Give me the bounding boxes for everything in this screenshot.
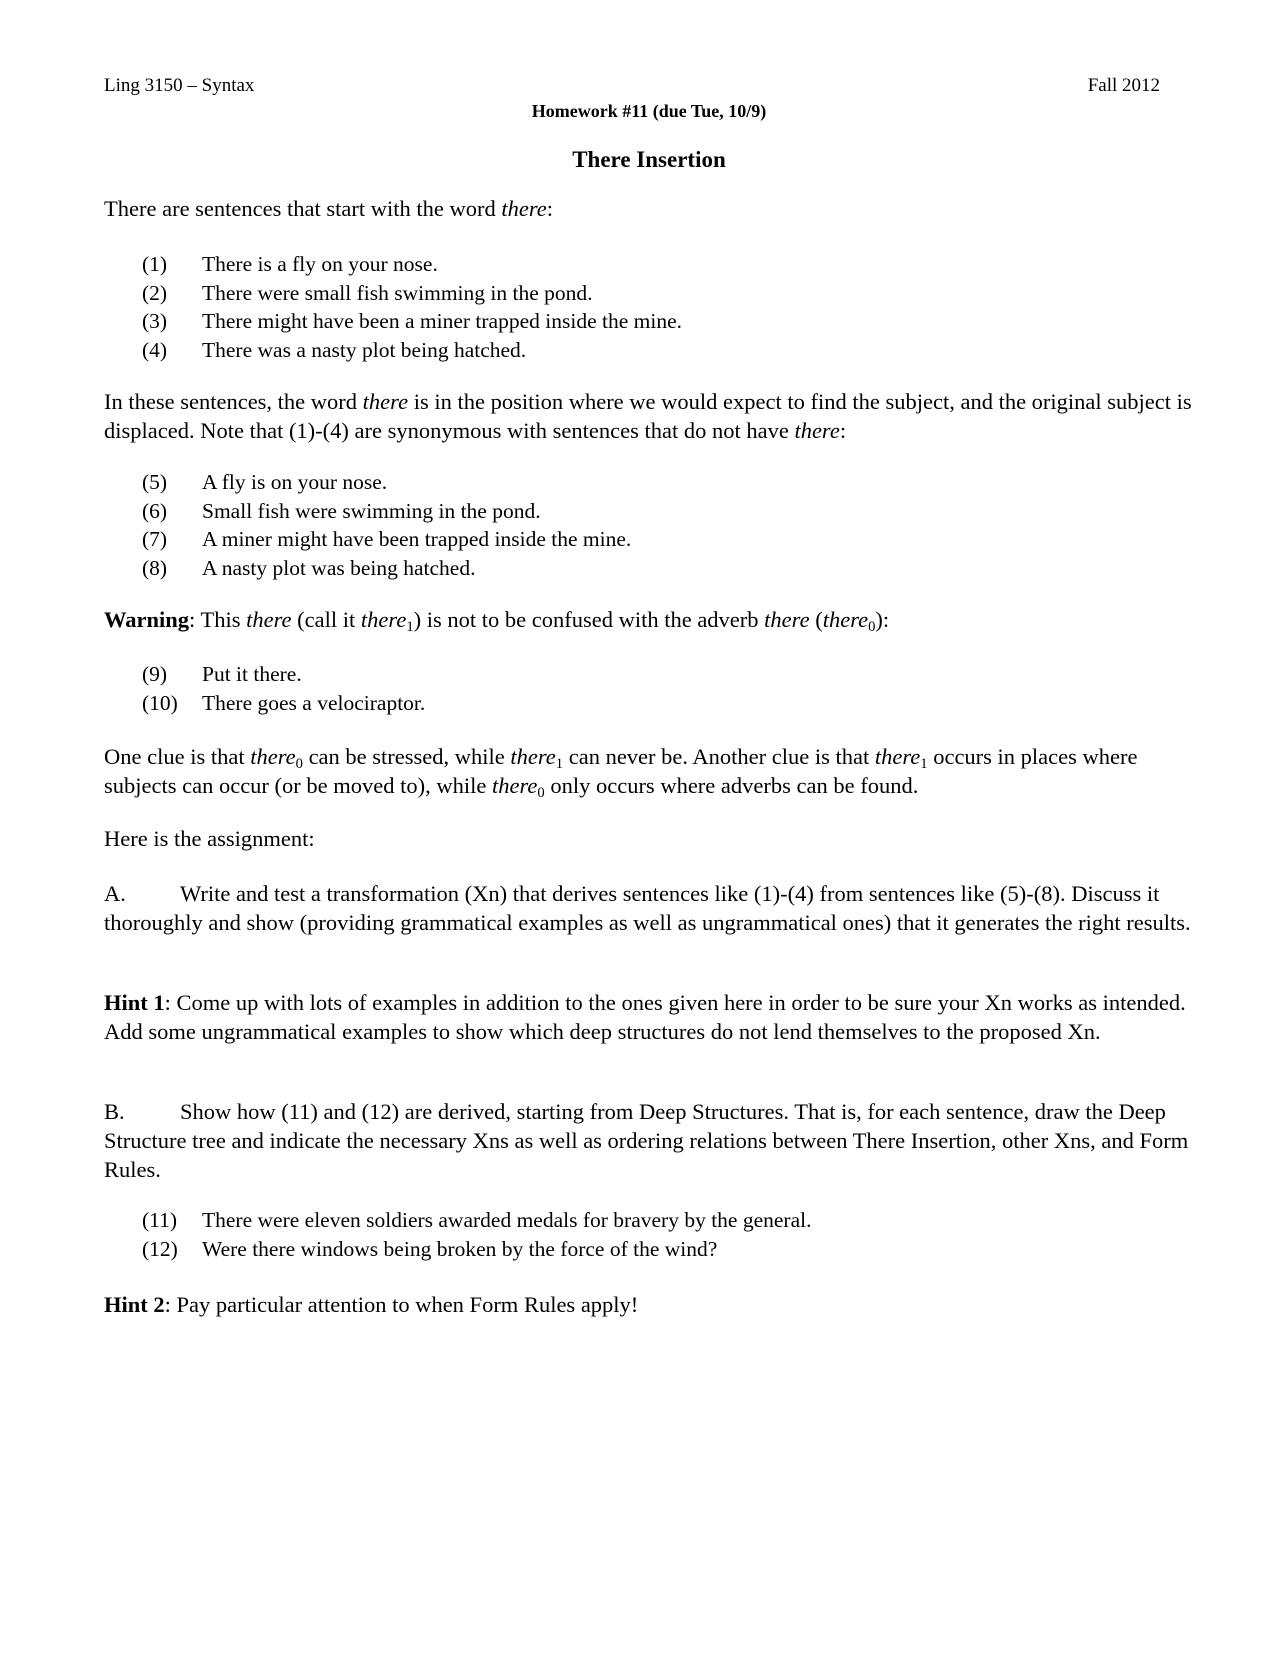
task-b-label: B. bbox=[104, 1099, 125, 1124]
example-number: (4) bbox=[142, 337, 168, 362]
example-number: (7) bbox=[142, 527, 168, 551]
example-item bbox=[142, 1206, 1142, 1235]
example-text: There goes a velociraptor. bbox=[202, 690, 426, 715]
clue-paragraph: One clue is that there$_0$ can be stressed, while there$_1$ can never be. Another clue is that there$_1$ occurs in places where subjects can occur (or be moved to), while there$_0$ only occurs where adverbs can be found. bbox=[104, 744, 1138, 801]
assignment-intro: Here is the assignment: bbox=[104, 826, 315, 851]
example-number: (8) bbox=[142, 555, 168, 580]
example-number: (10) bbox=[142, 690, 178, 715]
example-number: (1) bbox=[142, 252, 168, 276]
example-item bbox=[142, 497, 1142, 526]
example-list-2 bbox=[142, 468, 1142, 582]
example-list-3 bbox=[142, 660, 1142, 717]
displacement-paragraph: In these sentences, the word there is in the position where we would expect to find the subject, and the original subject is displaced. Note that (1)-(4) are synonymous with sentences that do not have there: bbox=[104, 389, 1192, 443]
warning-label: Warning bbox=[104, 607, 190, 632]
term-label: Fall 2012 bbox=[1087, 75, 1160, 96]
example-number: (6) bbox=[142, 498, 168, 523]
example-number: (12) bbox=[142, 1236, 178, 1261]
example-text: There is a fly on your nose. bbox=[202, 252, 438, 276]
example-list-4 bbox=[142, 1206, 1142, 1263]
example-text: A nasty plot was being hatched. bbox=[202, 555, 476, 580]
page-header bbox=[104, 74, 1160, 98]
example-text: There might have been a miner trapped inside the mine. bbox=[202, 309, 682, 333]
example-item bbox=[142, 525, 1142, 554]
example-list-1 bbox=[142, 250, 1142, 364]
intro-paragraph: There are sentences that start with the word there: bbox=[104, 196, 554, 221]
example-text: There were eleven soldiers awarded medals for bravery by the general. bbox=[202, 1208, 812, 1232]
example-item bbox=[142, 660, 1142, 689]
example-text: Small fish were swimming in the pond. bbox=[202, 498, 541, 523]
example-number: (11) bbox=[142, 1208, 178, 1232]
hint-2-label: Hint 2 bbox=[104, 1292, 165, 1317]
task-a-label: A. bbox=[104, 881, 126, 906]
example-text: There were small fish swimming in the pond. bbox=[202, 280, 593, 305]
example-item bbox=[142, 1235, 1142, 1264]
homework-subtitle: Homework #11 (due Tue, 10/9) bbox=[531, 101, 767, 121]
task-b-paragraph: B. Show how (11) and (12) are derived, starting from Deep Structures. That is, for each sentence, draw the Deep Structure tree and indicate the necessary Xns as well as ordering relations between There Insertion, other Xns, and Form Rules. bbox=[104, 1099, 1189, 1182]
example-item bbox=[142, 468, 1142, 497]
example-text: Put it there. bbox=[202, 662, 302, 686]
page-title: There Insertion bbox=[572, 147, 726, 172]
warning-paragraph: Warning: This there (call it there$_1$) is not to be confused with the adverb there (there$_0$): bbox=[104, 607, 890, 635]
example-text: There was a nasty plot being hatched. bbox=[202, 337, 527, 362]
example-text: Were there windows being broken by the force of the wind? bbox=[202, 1236, 718, 1261]
example-item bbox=[142, 307, 1142, 336]
example-text: A fly is on your nose. bbox=[202, 470, 388, 494]
course-label: Ling 3150 – Syntax bbox=[104, 75, 255, 96]
example-item bbox=[142, 554, 1142, 583]
hint-1-label: Hint 1 bbox=[104, 990, 165, 1015]
example-number: (5) bbox=[142, 470, 168, 494]
hint-2-paragraph: Hint 2: Pay particular attention to when Form Rules apply! bbox=[104, 1292, 639, 1317]
hint-1-paragraph: Hint 1: Come up with lots of examples in addition to the ones given here in order to be sure your Xn works as intended. Add some ungrammatical examples to show which deep structures do not lend themselves to the proposed Xn. bbox=[104, 990, 1186, 1044]
example-number: (3) bbox=[142, 309, 168, 333]
example-item bbox=[142, 689, 1142, 718]
example-item bbox=[142, 250, 1142, 279]
example-item bbox=[142, 336, 1142, 365]
example-text: A miner might have been trapped inside the mine. bbox=[202, 527, 632, 551]
example-number: (2) bbox=[142, 280, 168, 305]
example-number: (9) bbox=[142, 662, 168, 686]
example-item bbox=[142, 279, 1142, 308]
task-a-paragraph: A. Write and test a transformation (Xn) that derives sentences like (1)-(4) from sentences like (5)-(8). Discuss it thoroughly and show (providing grammatical examples as well as ungrammatical ones) that it generates the right results. bbox=[104, 881, 1191, 935]
